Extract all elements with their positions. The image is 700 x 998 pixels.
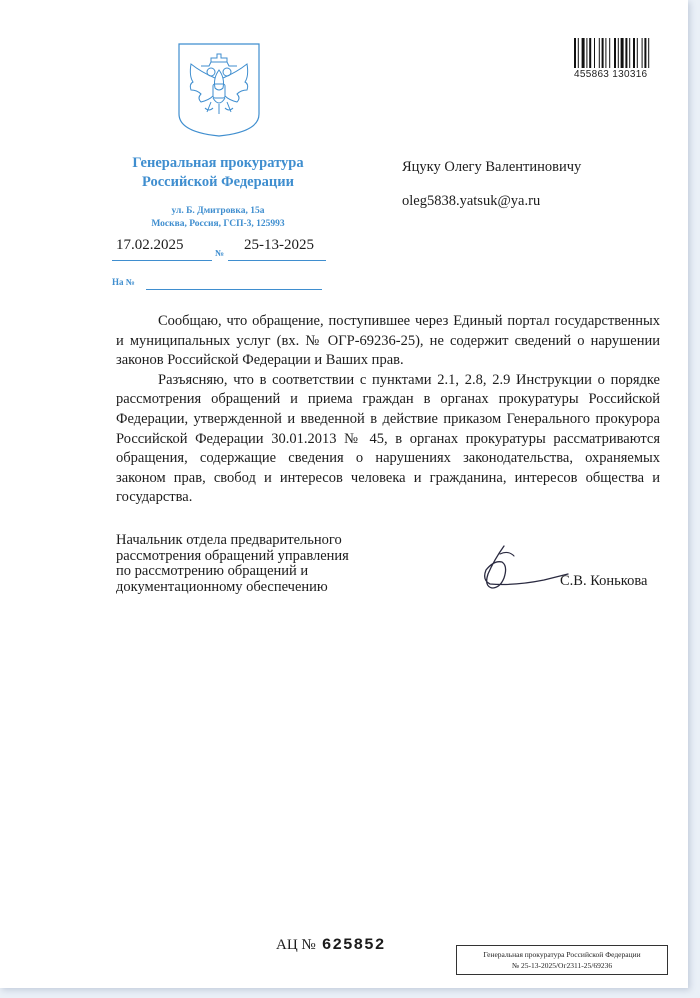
stamp-line-2: № 25-13-2025/Ог2311-25/69236 [511, 961, 613, 970]
letter-body [116, 312, 660, 508]
signatory-title [116, 533, 396, 595]
address-line-1: ул. Б. Дмитровка, 15а [171, 206, 265, 216]
organization-name [108, 154, 328, 192]
body-paragraph-1: Сообщаю, что обращение, поступившее через Единый портал государственных и муниципальных услуг (вх. № ОГР-69236-25), не содержит сведений о нарушении законов Российской Федерации и Ваших прав. [116, 313, 660, 369]
title-line-2: рассмотрения обращений управления [116, 547, 349, 564]
address-line-2: Москва, Россия, ГСП-3, 125993 [151, 219, 285, 229]
reference-label: На № [112, 277, 135, 287]
title-line-1: Начальник отдела предварительного [116, 532, 342, 548]
recipient-email: oleg5838.yatsuk@ya.ru [402, 193, 541, 209]
handwritten-signature-icon [474, 540, 570, 594]
number-underline [228, 260, 326, 261]
registration-stamp [456, 945, 668, 975]
title-line-4: документационному обеспечению [116, 578, 328, 595]
reference-row [112, 274, 327, 292]
body-paragraph-2: Разъясняю, что в соответствии с пунктами 2.1, 2.8, 2.9 Инструкции о порядке рассмотрения обращений и приема граждан в органах прокуратуры Российской Федерации, утвержденной и введенной в действие приказом Генерального прокурора Российской Федерации 30.01.2013 № 45, в органах прокуратуры рассматриваются обращения, содержащие сведения о нарушениях законодательства, охраняемых законом прав, свобод и интересов человека и гражданина, интересов общества и государства. [116, 371, 660, 506]
coat-of-arms-emblem-icon [177, 42, 261, 138]
signer-name: С.В. Конькова [560, 573, 648, 589]
organization-address [108, 205, 328, 231]
outgoing-number: 25-13-2025 [244, 237, 314, 253]
serial-number [276, 936, 385, 954]
serial-prefix: АЦ № [276, 937, 316, 953]
org-line-1: Генеральная прокуратура [132, 155, 304, 171]
number-mark: № [215, 248, 225, 258]
title-line-3: по рассмотрению обращений и [116, 563, 309, 579]
barcode [574, 38, 670, 80]
date-underline [112, 260, 212, 261]
reference-underline [146, 289, 322, 290]
serial-digits: 625852 [321, 936, 386, 954]
stamp-line-1: Генеральная прокуратура Российской Федерации [483, 950, 641, 959]
recipient-name: Яцуку Олегу Валентиновичу [402, 159, 582, 175]
barcode-bars [574, 38, 670, 68]
barcode-number: 455863 130316 [574, 69, 648, 80]
letter-date: 17.02.2025 [116, 237, 184, 253]
org-line-2: Российской Федерации [141, 174, 294, 190]
date-number-row [112, 236, 327, 262]
